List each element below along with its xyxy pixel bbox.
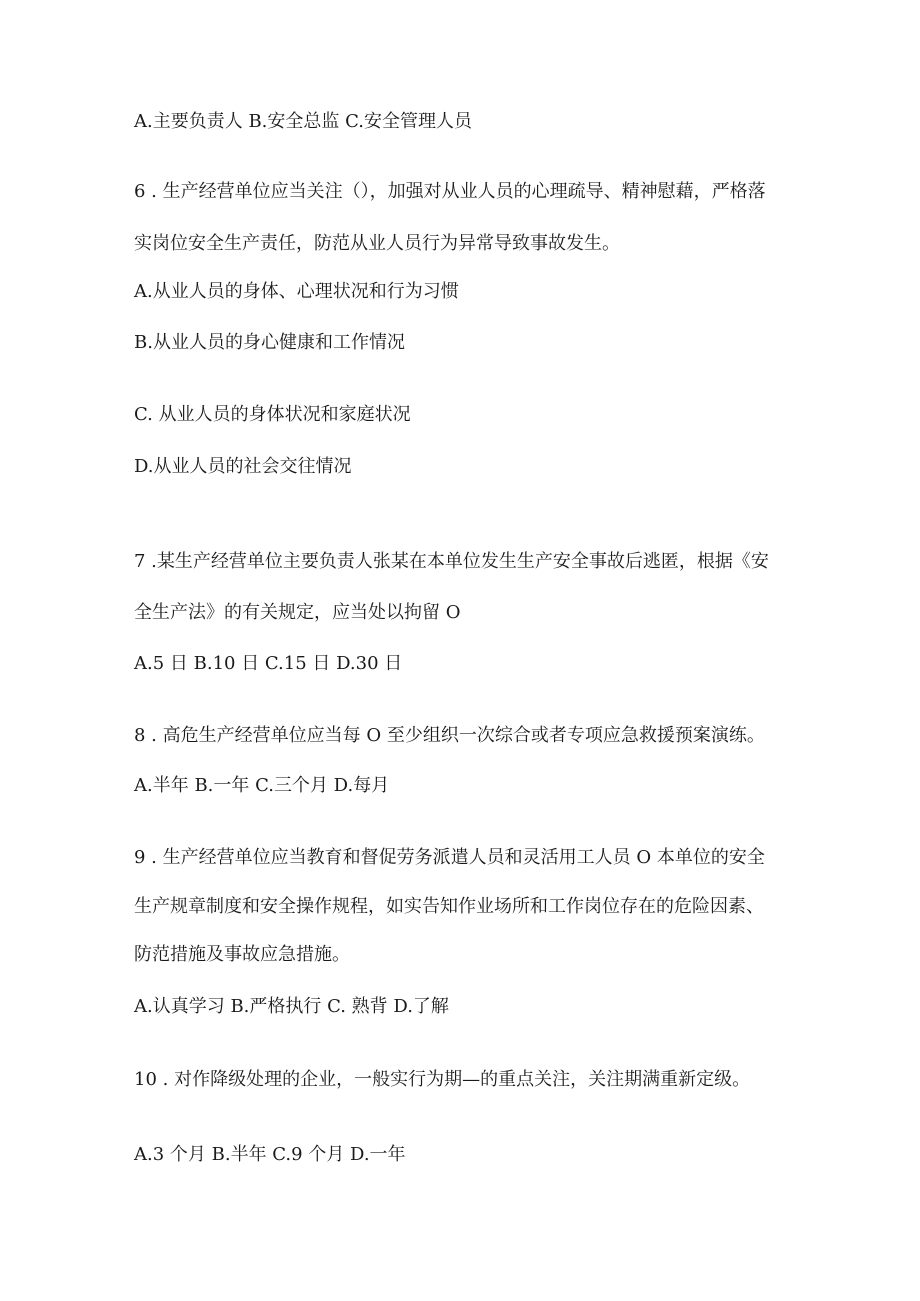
question-8: 8 . 高危生产经营单位应当每 O 至少组织一次综合或者专项应急救援预案演练。 [134, 725, 765, 746]
answer-options-q9: A.认真学习 B.严格执行 C. 熟背 D.了解 [134, 996, 449, 1017]
question-6-line-1: 6 . 生产经营单位应当关注（），加强对从业人员的心理疏导、精神慰藉，严格落 [134, 181, 766, 202]
question-7-line-1: 7 .某生产经营单位主要负责人张某在本单位发生生产安全事故后逃匿，根据《安 [134, 551, 769, 572]
question-7-line-2: 全生产法》的有关规定，应当处以拘留 O [134, 602, 461, 623]
answer-options-q10: A.3 个月 B.半年 C.9 个月 D.一年 [134, 1144, 406, 1165]
answer-option-6d: D.从业人员的社会交往情况 [134, 456, 352, 477]
question-9-line-3: 防范措施及事故应急措施。 [134, 944, 350, 965]
question-9-line-1: 9 . 生产经营单位应当教育和督促劳务派遣人员和灵活用工人员 O 本单位的安全 [134, 847, 765, 868]
question-9-line-2: 生产规章制度和安全操作规程，如实告知作业场所和工作岗位存在的危险因素、 [134, 896, 764, 917]
question-6-line-2: 实岗位安全生产责任，防范从业人员行为异常导致事故发生。 [134, 233, 620, 254]
answer-options-q8: A.半年 B.一年 C.三个月 D.每月 [134, 775, 390, 796]
answer-option-6c: C. 从业人员的身体状况和家庭状况 [134, 404, 411, 425]
question-10: 10 . 对作降级处理的企业，一般实行为期—的重点关注，关注期满重新定级。 [134, 1069, 751, 1090]
answer-option-6a: A.从业人员的身体、心理状况和行为习惯 [134, 281, 459, 302]
answer-options-q5: A.主要负责人 B.安全总监 C.安全管理人员 [134, 111, 472, 132]
answer-options-q7: A.5 日 B.10 日 C.15 日 D.30 日 [134, 653, 403, 674]
answer-option-6b: B.从业人员的身心健康和工作情况 [134, 332, 405, 353]
